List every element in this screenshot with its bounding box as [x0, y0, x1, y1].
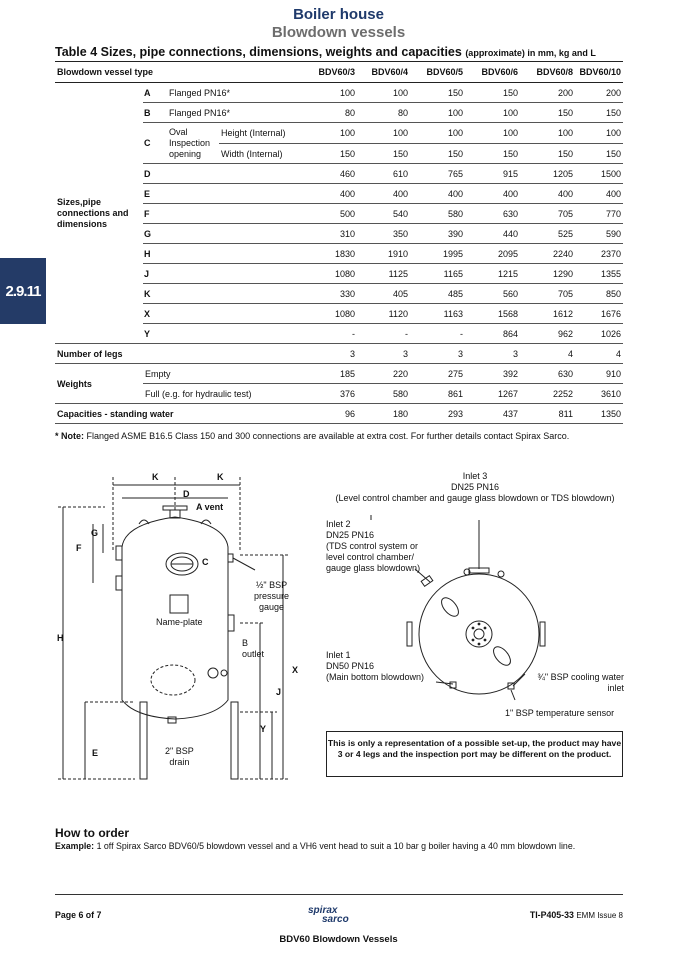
- label-inlet1: [326, 650, 424, 683]
- table-cell: 440: [465, 224, 520, 244]
- table-cell: 400: [301, 184, 357, 204]
- row-key: E: [143, 184, 167, 204]
- table-cell: 150: [465, 144, 520, 164]
- label-inlet2-title: Inlet 2: [326, 519, 351, 529]
- table-cell: 485: [410, 284, 465, 304]
- table-cell: 765: [410, 164, 465, 184]
- table-cell: -: [301, 324, 357, 344]
- table-cell: 1830: [301, 244, 357, 264]
- table-cell: 150: [575, 103, 623, 123]
- header-model: BDV60/3: [301, 62, 357, 83]
- label-inlet1-size: DN50 PN16: [326, 661, 375, 671]
- row-desc: [167, 284, 301, 304]
- table-cell: 525: [520, 224, 575, 244]
- table-cell: 100: [575, 123, 623, 144]
- table-cell: 100: [357, 83, 410, 103]
- label-a-vent: [196, 502, 223, 513]
- table-cell: 580: [357, 384, 410, 404]
- table-cell: 275: [410, 364, 465, 384]
- table-cell: 350: [357, 224, 410, 244]
- row-subdesc: Width (Internal): [219, 144, 301, 164]
- table-cell: 460: [301, 164, 357, 184]
- table-cell: 100: [465, 103, 520, 123]
- table-cell: 293: [410, 404, 465, 424]
- table-row: [55, 404, 623, 424]
- table-header-row: [55, 62, 623, 83]
- label-a-vent-text: A vent: [196, 502, 224, 512]
- row-desc: [167, 184, 301, 204]
- footer-divider: [55, 894, 623, 895]
- order-example: [55, 841, 575, 851]
- dim-d: D: [183, 489, 190, 499]
- table-cell: 3: [301, 344, 357, 364]
- row-key: C: [143, 123, 167, 164]
- table-cell: 4: [575, 344, 623, 364]
- label-inlet1-desc: (Main bottom blowdown): [326, 672, 425, 682]
- footer-ref-code: TI-P405-33: [529, 910, 574, 920]
- header-model: BDV60/6: [465, 62, 520, 83]
- table-cell: 910: [575, 364, 623, 384]
- table-cell: 811: [520, 404, 575, 424]
- row-desc: Flanged PN16*: [167, 83, 301, 103]
- table-cell: 200: [520, 83, 575, 103]
- table-cell: 3: [357, 344, 410, 364]
- table-cell: 850: [575, 284, 623, 304]
- table-title-note: (approximate) in mm, kg and L: [465, 48, 596, 58]
- table-cell: 540: [357, 204, 410, 224]
- row-desc: [167, 264, 301, 284]
- dim-y: Y: [260, 724, 267, 734]
- table-cell: 1500: [575, 164, 623, 184]
- table-cell: 150: [410, 83, 465, 103]
- header-model: BDV60/4: [357, 62, 410, 83]
- spirax-sarco-logo: [308, 906, 349, 924]
- row-desc: [167, 324, 301, 344]
- footer-reference: [530, 910, 623, 920]
- dim-h: H: [57, 633, 64, 643]
- logo-sarco: sarco: [322, 914, 349, 925]
- table-cell: 185: [301, 364, 357, 384]
- order-label: Example:: [55, 841, 95, 851]
- row-key: J: [143, 264, 167, 284]
- dim-e: E: [92, 748, 99, 758]
- table-cell: 861: [410, 384, 465, 404]
- weights-label: Weights: [55, 364, 143, 404]
- label-temp-sensor: 1" BSP temperature sensor: [505, 708, 615, 718]
- table-cell: 180: [357, 404, 410, 424]
- table-cell: 400: [357, 184, 410, 204]
- table-cell: 437: [465, 404, 520, 424]
- table-cell: 705: [520, 204, 575, 224]
- header-title: Boiler house: [293, 6, 384, 23]
- table-cell: 330: [301, 284, 357, 304]
- label-gauge-3: gauge: [258, 602, 285, 612]
- footnote-label: Note:: [61, 431, 85, 441]
- spec-table: [55, 61, 623, 424]
- header-model: BDV60/8: [520, 62, 575, 83]
- table-cell: 96: [301, 404, 357, 424]
- table-cell: -: [410, 324, 465, 344]
- table-cell: 150: [520, 144, 575, 164]
- table-cell: 705: [520, 284, 575, 304]
- table-cell: 400: [575, 184, 623, 204]
- table-cell: 915: [465, 164, 520, 184]
- table-cell: 2370: [575, 244, 623, 264]
- table-cell: 1165: [410, 264, 465, 284]
- footer-page: Page 6 of 7: [55, 910, 102, 920]
- table-cell: 4: [520, 344, 575, 364]
- header-type-label: Blowdown vessel type: [55, 62, 301, 83]
- legs-label: Number of legs: [55, 344, 301, 364]
- table-title: [55, 45, 635, 59]
- table-cell: 220: [357, 364, 410, 384]
- table-cell: 100: [301, 83, 357, 103]
- label-name-plate: Name-plate: [156, 617, 203, 627]
- table-cell: 400: [410, 184, 465, 204]
- dim-k-left: K: [152, 472, 159, 482]
- footer-issue: EMM Issue 8: [576, 911, 623, 920]
- table-cell: 150: [520, 103, 575, 123]
- table-cell: 1350: [575, 404, 623, 424]
- table-cell: 310: [301, 224, 357, 244]
- footnote: [55, 431, 625, 441]
- sizes-group-label: Sizes,pipe connections and dimensions: [55, 83, 143, 344]
- row-key: Y: [143, 324, 167, 344]
- table-cell: 1568: [465, 304, 520, 324]
- table-cell: 590: [575, 224, 623, 244]
- label-inlet2-d3: gauge glass blowdown): [326, 563, 421, 573]
- label-inlet2-d1: (TDS control system or: [326, 541, 419, 551]
- table-cell: 1125: [357, 264, 410, 284]
- table-cell: 580: [410, 204, 465, 224]
- table-row: [55, 344, 623, 364]
- capacities-label: Capacities - standing water: [55, 404, 301, 424]
- table-cell: 962: [520, 324, 575, 344]
- header-subtitle: Blowdown vessels: [271, 24, 406, 41]
- label-outlet: [242, 638, 264, 660]
- table-cell: 150: [575, 144, 623, 164]
- table-cell: 100: [520, 123, 575, 144]
- dim-j: J: [276, 687, 282, 697]
- row-key: D: [143, 164, 167, 184]
- table-cell: 390: [410, 224, 465, 244]
- order-title: How to order: [55, 826, 129, 840]
- row-desc: Oval Inspection opening: [167, 123, 219, 164]
- row-key: K: [143, 284, 167, 304]
- label-cooling-2: inlet: [607, 683, 624, 693]
- table-cell: 1995: [410, 244, 465, 264]
- table-cell: 80: [357, 103, 410, 123]
- table-cell: 1080: [301, 264, 357, 284]
- row-key: F: [143, 204, 167, 224]
- label-inlet2: [326, 519, 420, 574]
- table-cell: 560: [465, 284, 520, 304]
- label-cooling: [523, 672, 624, 694]
- weights-full-label: Full (e.g. for hydraulic test): [143, 384, 301, 404]
- table-cell: 405: [357, 284, 410, 304]
- row-key: G: [143, 224, 167, 244]
- header-model: BDV60/5: [410, 62, 465, 83]
- label-gauge: [254, 580, 289, 613]
- table-row: [55, 83, 623, 103]
- table-cell: 864: [465, 324, 520, 344]
- row-desc: [167, 164, 301, 184]
- table-cell: 770: [575, 204, 623, 224]
- order-text: 1 off Spirax Sarco BDV60/5 blowdown vessel and a VH6 vent head to suit a 10 bar g boiler having a 40 mm blowdown line.: [96, 841, 576, 851]
- table-cell: 1205: [520, 164, 575, 184]
- row-desc: Flanged PN16*: [167, 103, 301, 123]
- dim-x: X: [292, 665, 299, 675]
- label-c: C: [202, 557, 209, 567]
- table-cell: 1612: [520, 304, 575, 324]
- row-desc: [167, 244, 301, 264]
- footer-doc-title: BDV60 Blowdown Vessels: [279, 934, 398, 945]
- table-cell: 376: [301, 384, 357, 404]
- disclaimer-box: This is only a representation of a possible set-up, the product may have 3 or 4 legs and the inspection port may be different on the product.: [326, 731, 623, 777]
- footnote-text: Flanged ASME B16.5 Class 150 and 300 connections are available at extra cost. For further details contact Spirax Sarco.: [86, 431, 570, 441]
- table-cell: 630: [520, 364, 575, 384]
- table-cell: 100: [301, 123, 357, 144]
- table-cell: 100: [410, 103, 465, 123]
- table-cell: 3: [465, 344, 520, 364]
- header-model: BDV60/10: [575, 62, 623, 83]
- label-inlet1-title: Inlet 1: [326, 650, 351, 660]
- label-inlet3-title: Inlet 3: [462, 471, 488, 481]
- label-gauge-1: ½" BSP: [255, 580, 288, 590]
- table-cell: 100: [465, 123, 520, 144]
- table-cell: 500: [301, 204, 357, 224]
- table-cell: 100: [357, 123, 410, 144]
- label-inlet3-desc: (Level control chamber and gauge glass blowdown or TDS blowdown): [335, 493, 615, 503]
- table-cell: 150: [357, 144, 410, 164]
- footnote-star: *: [55, 431, 59, 441]
- table-cell: -: [357, 324, 410, 344]
- table-title-text: Table 4 Sizes, pipe connections, dimensions, weights and capacities: [55, 45, 462, 59]
- row-desc: [167, 224, 301, 244]
- label-drain-2: drain: [169, 757, 190, 767]
- table-cell: 400: [520, 184, 575, 204]
- label-drain: [165, 746, 194, 768]
- table-cell: 150: [410, 144, 465, 164]
- table-cell: 3610: [575, 384, 623, 404]
- label-gauge-2: pressure: [254, 591, 290, 601]
- dim-f: F: [76, 543, 82, 553]
- label-inlet2-d2: level control chamber/: [326, 552, 415, 562]
- label-b: B: [242, 638, 249, 648]
- table-row: [55, 364, 623, 384]
- table-cell: 2095: [465, 244, 520, 264]
- logo-spirax: spirax: [308, 905, 338, 916]
- table-cell: 2252: [520, 384, 575, 404]
- table-cell: 100: [410, 123, 465, 144]
- row-subdesc: Height (Internal): [219, 123, 301, 144]
- table-cell: 3: [410, 344, 465, 364]
- table-cell: 630: [465, 204, 520, 224]
- table-cell: 1080: [301, 304, 357, 324]
- label-outlet-text: outlet: [242, 649, 265, 659]
- table-cell: 1290: [520, 264, 575, 284]
- table-cell: 1355: [575, 264, 623, 284]
- row-desc: [167, 204, 301, 224]
- table-cell: 80: [301, 103, 357, 123]
- table-cell: 1026: [575, 324, 623, 344]
- table-cell: 150: [465, 83, 520, 103]
- table-cell: 1910: [357, 244, 410, 264]
- table-cell: 1120: [357, 304, 410, 324]
- label-inlet3: [325, 471, 625, 504]
- row-desc: [167, 304, 301, 324]
- weights-empty-label: Empty: [143, 364, 301, 384]
- label-drain-1: 2" BSP: [165, 746, 194, 756]
- table-cell: 1215: [465, 264, 520, 284]
- row-key: A: [143, 83, 167, 103]
- table-cell: 200: [575, 83, 623, 103]
- table-cell: 1267: [465, 384, 520, 404]
- row-key: B: [143, 103, 167, 123]
- dim-k-right: K: [217, 472, 224, 482]
- row-key: H: [143, 244, 167, 264]
- table-cell: 392: [465, 364, 520, 384]
- label-cooling-1: ¾" BSP cooling water: [537, 672, 624, 682]
- row-key: X: [143, 304, 167, 324]
- table-cell: 150: [301, 144, 357, 164]
- table-cell: 1163: [410, 304, 465, 324]
- label-inlet3-size: DN25 PN16: [450, 482, 500, 492]
- table-cell: 610: [357, 164, 410, 184]
- table-cell: 2240: [520, 244, 575, 264]
- label-inlet2-size: DN25 PN16: [326, 530, 375, 540]
- dim-g: G: [91, 528, 99, 538]
- section-tab: 2.9.11: [0, 258, 46, 324]
- table-cell: 400: [465, 184, 520, 204]
- table-cell: 1676: [575, 304, 623, 324]
